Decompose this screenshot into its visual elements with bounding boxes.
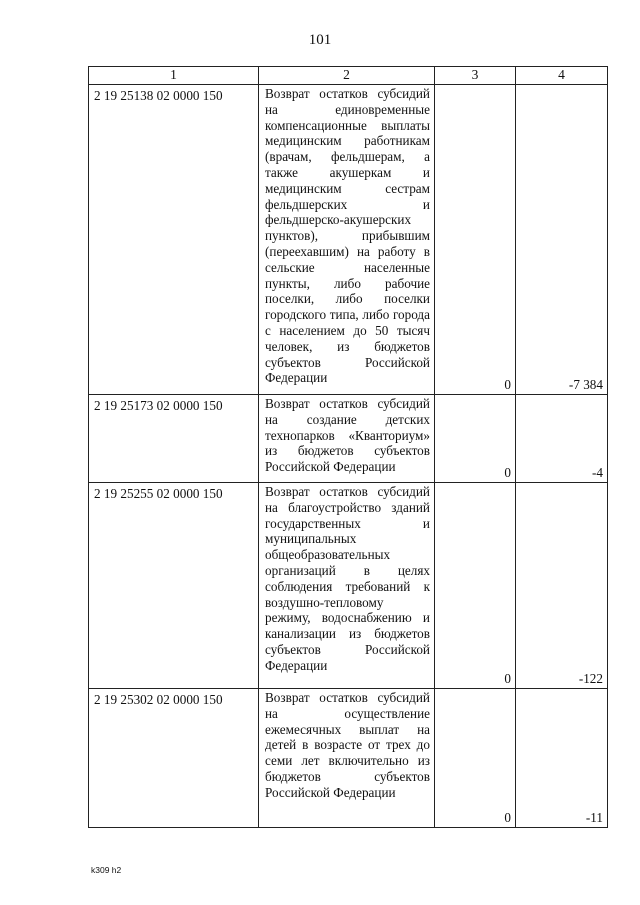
table-row: [89, 483, 608, 689]
row-col3-value: 0: [435, 85, 516, 395]
row-col3-value: 0: [435, 395, 516, 483]
row-col3-value: 0: [435, 689, 516, 828]
row-col4-value: -4: [516, 395, 608, 483]
table-row: [89, 689, 608, 828]
column-header-4: 4: [516, 67, 608, 85]
table-row: [89, 85, 608, 395]
row-code: 2 19 25302 02 0000 150: [89, 689, 259, 828]
row-col4-value: -122: [516, 483, 608, 689]
table-header-row: [89, 67, 608, 85]
row-col4-value: -7 384: [516, 85, 608, 395]
row-col4-value: -11: [516, 689, 608, 828]
row-description: Возврат остатков субсидий на осуществление ежемесячных выплат на детей в возрасте от трех до семи лет включительно из бюджетов субъектов Российской Федерации: [259, 689, 435, 828]
footer-code: k309 h2: [91, 865, 122, 875]
page-number: 101: [308, 32, 332, 48]
row-description: Возврат остатков субсидий на благоустройство зданий государственных и муниципальных общеобразовательных организаций в целях соблюдения требований к воздушно-тепловому режиму, водоснабжению и канализации из бюджетов субъектов Российской Федерации: [259, 483, 435, 689]
row-code: 2 19 25255 02 0000 150: [89, 483, 259, 689]
row-code: 2 19 25138 02 0000 150: [89, 85, 259, 395]
column-header-1: 1: [89, 67, 259, 85]
budget-table: [88, 66, 608, 828]
column-header-2: 2: [259, 67, 435, 85]
row-col3-value: 0: [435, 483, 516, 689]
row-description: Возврат остатков субсидий на создание детских технопарков «Кванториум» из бюджетов субъектов Российской Федерации: [259, 395, 435, 483]
table-row: [89, 395, 608, 483]
column-header-3: 3: [435, 67, 516, 85]
row-description: Возврат остатков субсидий на единовременные компенсационные выплаты медицинским работникам (врачам, фельдшерам, а также акушеркам и медицинским сестрам фельдшерских и фельдшерско-акушерских пунктов), прибывшим (переехавшим) на работу в сельские населенные пункты, либо рабочие поселки, либо поселки городского типа, либо города с населением до 50 тысяч человек, из бюджетов субъектов Российской Федерации: [259, 85, 435, 395]
row-code: 2 19 25173 02 0000 150: [89, 395, 259, 483]
